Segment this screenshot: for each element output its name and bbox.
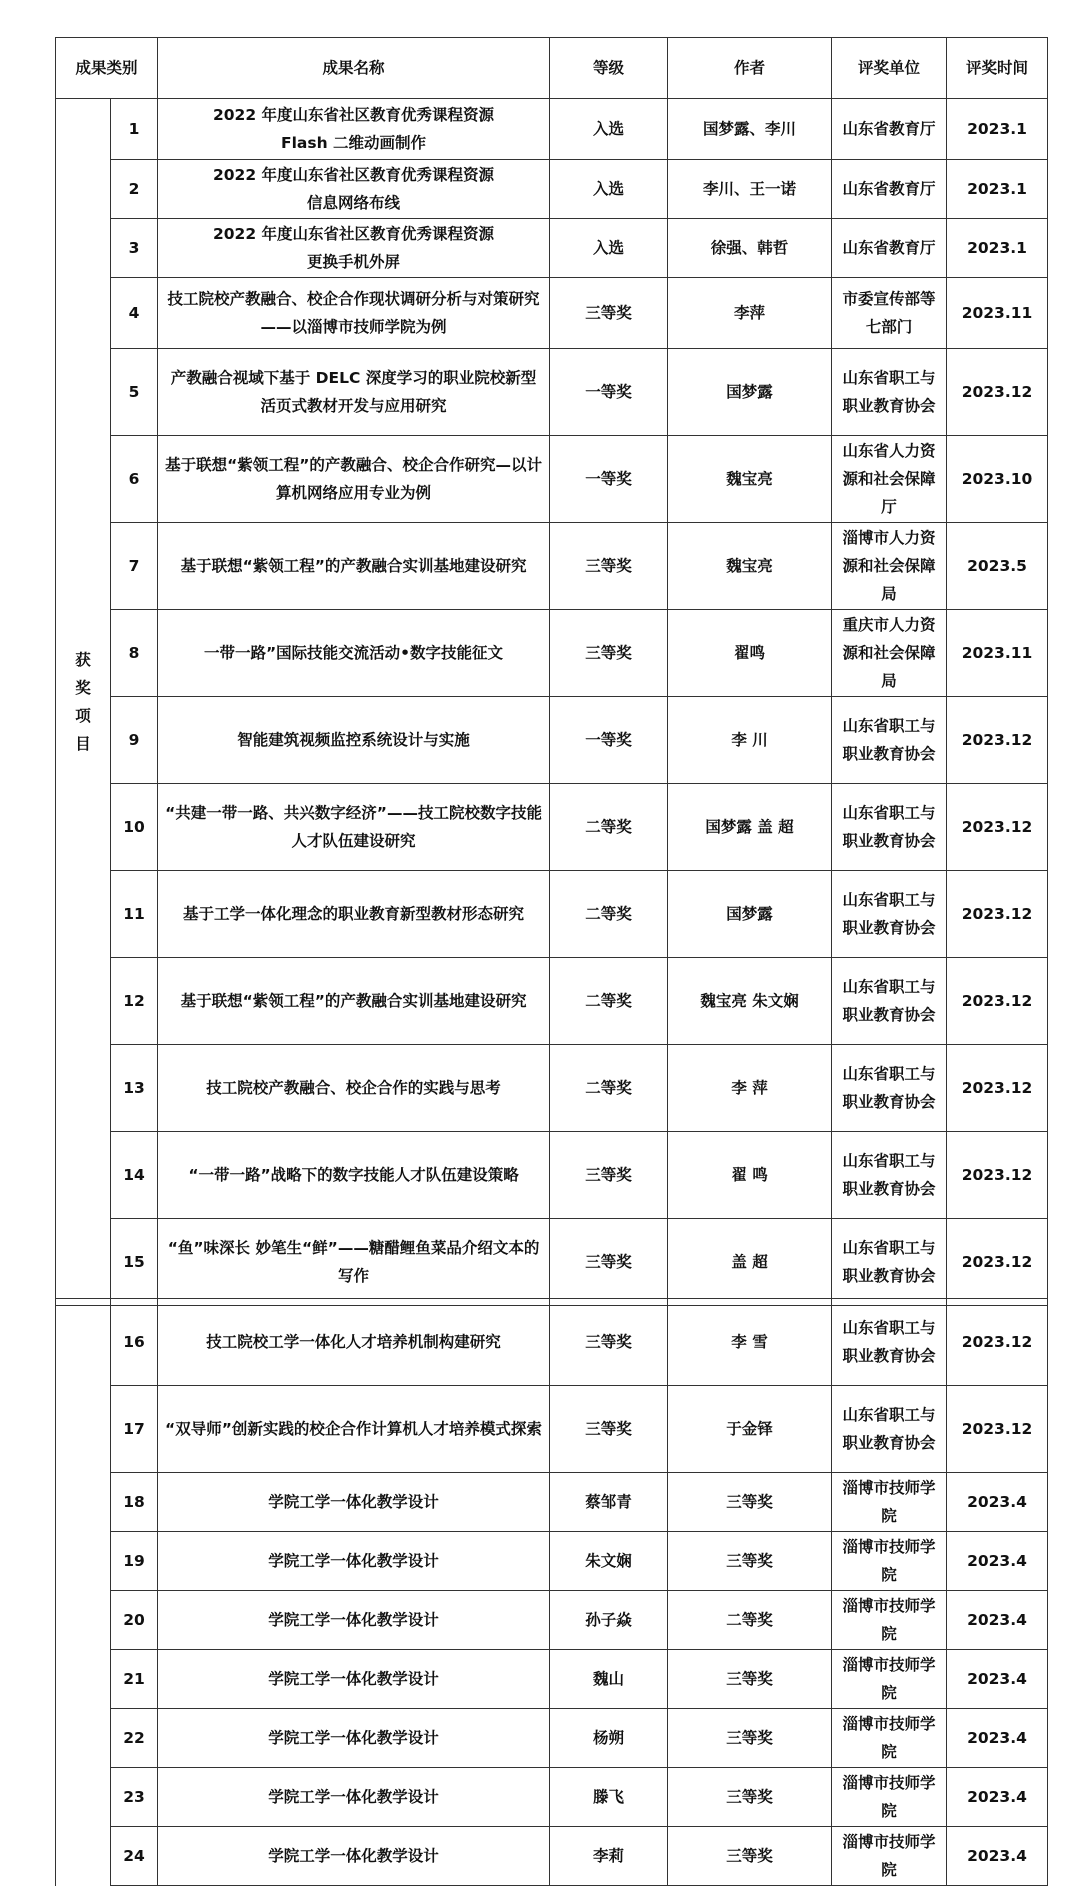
achievement-name: 学院工学一体化教学设计: [158, 1532, 550, 1591]
author: 三等奖: [668, 1827, 832, 1886]
table-row: [56, 278, 1048, 349]
award-time: 2023.1: [947, 160, 1048, 219]
header-name: 成果名称: [158, 38, 550, 99]
author: 盖 超: [668, 1219, 832, 1306]
table-row: [56, 1827, 1048, 1886]
table-row: [56, 1386, 1048, 1473]
author: 李萍: [668, 278, 832, 349]
award-level: 三等奖: [550, 523, 668, 610]
table-row: [56, 610, 1048, 697]
award-time: 2023.4: [947, 1827, 1048, 1886]
achievement-name: 技工院校产教融合、校企合作的实践与思考: [158, 1045, 550, 1132]
award-time: 2023.10: [947, 436, 1048, 523]
award-level: 三等奖: [550, 1386, 668, 1473]
table-row: [56, 219, 1048, 278]
row-number: 12: [111, 958, 158, 1045]
award-level: 一等奖: [550, 697, 668, 784]
achievement-name: 2022 年度山东省社区教育优秀课程资源 Flash 二维动画制作: [158, 99, 550, 160]
achievement-name: 基于联想“紫领工程”的产教融合实训基地建设研究: [158, 958, 550, 1045]
table-row: [56, 1219, 1048, 1306]
author: 国梦露、李川: [668, 99, 832, 160]
award-unit: 山东省职工与职业教育协会: [832, 349, 947, 436]
achievement-name: 学院工学一体化教学设计: [158, 1709, 550, 1768]
award-unit: 山东省教育厅: [832, 219, 947, 278]
award-unit: 淄博市技师学院: [832, 1768, 947, 1827]
row-number: 17: [111, 1386, 158, 1473]
achievement-name: “鱼”味深长 妙笔生“鲜”——糖醋鲤鱼菜品介绍文本的写作: [158, 1219, 550, 1306]
row-number: 16: [111, 1299, 158, 1386]
award-unit: 山东省职工与职业教育协会: [832, 1045, 947, 1132]
author: 三等奖: [668, 1709, 832, 1768]
author: 李川、王一诺: [668, 160, 832, 219]
achievement-name: “一带一路”战略下的数字技能人才队伍建设策略: [158, 1132, 550, 1219]
award-unit: 山东省教育厅: [832, 160, 947, 219]
award-time: 2023.12: [947, 1132, 1048, 1219]
award-time: 2023.12: [947, 871, 1048, 958]
award-time: 2023.11: [947, 610, 1048, 697]
achievement-name: 技工院校工学一体化人才培养机制构建研究: [158, 1299, 550, 1386]
row-number: 14: [111, 1132, 158, 1219]
award-level: 魏山: [550, 1650, 668, 1709]
award-unit: 淄博市技师学院: [832, 1827, 947, 1886]
achievement-name: 产教融合视域下基于 DELC 深度学习的职业院校新型活页式教材开发与应用研究: [158, 349, 550, 436]
achievement-name: 智能建筑视频监控系统设计与实施: [158, 697, 550, 784]
achievement-name: 一带一路”国际技能交流活动•数字技能征文: [158, 610, 550, 697]
award-unit: 市委宣传部等七部门: [832, 278, 947, 349]
award-unit: 淄博市技师学院: [832, 1650, 947, 1709]
achievement-name: 学院工学一体化教学设计: [158, 1768, 550, 1827]
award-level: 三等奖: [550, 610, 668, 697]
award-unit: 山东省人力资源和社会保障厅: [832, 436, 947, 523]
author: 国梦露: [668, 871, 832, 958]
table-row: [56, 697, 1048, 784]
table-row: [56, 523, 1048, 610]
award-level: 二等奖: [550, 784, 668, 871]
row-number: 24: [111, 1827, 158, 1886]
table-row: [56, 99, 1048, 160]
table-row: [56, 1532, 1048, 1591]
award-level: 蔡邹青: [550, 1473, 668, 1532]
author: 魏宝亮: [668, 436, 832, 523]
row-number: 5: [111, 349, 158, 436]
header-unit: 评奖单位: [832, 38, 947, 99]
award-unit: 山东省职工与职业教育协会: [832, 1219, 947, 1306]
author: 李 川: [668, 697, 832, 784]
table-row: [56, 1299, 1048, 1386]
award-time: 2023.4: [947, 1591, 1048, 1650]
award-time: 2023.1: [947, 99, 1048, 160]
row-number: 20: [111, 1591, 158, 1650]
award-level: 入选: [550, 219, 668, 278]
award-time: 2023.12: [947, 1299, 1048, 1386]
award-time: 2023.12: [947, 697, 1048, 784]
row-number: 7: [111, 523, 158, 610]
award-time: 2023.1: [947, 219, 1048, 278]
award-unit: 重庆市人力资源和社会保障局: [832, 610, 947, 697]
award-time: 2023.12: [947, 784, 1048, 871]
achievement-name: “双导师”创新实践的校企合作计算机人才培养模式探索: [158, 1386, 550, 1473]
table-row: [56, 349, 1048, 436]
author: 翟鸣: [668, 610, 832, 697]
table-row: [56, 436, 1048, 523]
award-level: 一等奖: [550, 349, 668, 436]
author: 三等奖: [668, 1473, 832, 1532]
table-row: [56, 958, 1048, 1045]
author: 魏宝亮 朱文娴: [668, 958, 832, 1045]
author: 国梦露: [668, 349, 832, 436]
award-unit: 山东省职工与职业教育协会: [832, 871, 947, 958]
award-unit: 山东省职工与职业教育协会: [832, 1386, 947, 1473]
author: 于金铎: [668, 1386, 832, 1473]
award-time: 2023.4: [947, 1650, 1048, 1709]
table-row: [56, 784, 1048, 871]
row-number: 22: [111, 1709, 158, 1768]
award-time: 2023.4: [947, 1473, 1048, 1532]
award-level: 二等奖: [550, 1045, 668, 1132]
awards-table-part-1: [55, 37, 1048, 1306]
achievement-name: 基于联想“紫领工程”的产教融合、校企合作研究—以计算机网络应用专业为例: [158, 436, 550, 523]
author: 国梦露 盖 超: [668, 784, 832, 871]
author: 李 雪: [668, 1299, 832, 1386]
award-level: 滕飞: [550, 1768, 668, 1827]
table-row: [56, 1768, 1048, 1827]
award-unit: 山东省职工与职业教育协会: [832, 1132, 947, 1219]
award-time: 2023.4: [947, 1709, 1048, 1768]
award-unit: 山东省职工与职业教育协会: [832, 1299, 947, 1386]
achievement-name: 学院工学一体化教学设计: [158, 1827, 550, 1886]
award-level: 三等奖: [550, 1132, 668, 1219]
author: 二等奖: [668, 1591, 832, 1650]
row-number: 19: [111, 1532, 158, 1591]
row-number: 15: [111, 1219, 158, 1306]
award-time: 2023.12: [947, 349, 1048, 436]
author: 三等奖: [668, 1768, 832, 1827]
row-number: 3: [111, 219, 158, 278]
header-author: 作者: [668, 38, 832, 99]
award-time: 2023.4: [947, 1532, 1048, 1591]
author: 三等奖: [668, 1532, 832, 1591]
award-level: 入选: [550, 99, 668, 160]
achievement-name: 基于联想“紫领工程”的产教融合实训基地建设研究: [158, 523, 550, 610]
award-level: 孙子焱: [550, 1591, 668, 1650]
table-row: [56, 1650, 1048, 1709]
table-row: [56, 1473, 1048, 1532]
award-unit: 山东省教育厅: [832, 99, 947, 160]
table-row: [56, 160, 1048, 219]
award-unit: 山东省职工与职业教育协会: [832, 958, 947, 1045]
row-number: 8: [111, 610, 158, 697]
award-time: 2023.12: [947, 1386, 1048, 1473]
table-row: [56, 1591, 1048, 1650]
award-level: 三等奖: [550, 278, 668, 349]
award-unit: 淄博市人力资源和社会保障局: [832, 523, 947, 610]
author: 三等奖: [668, 1650, 832, 1709]
row-number: 10: [111, 784, 158, 871]
table-row: [56, 871, 1048, 958]
author: 魏宝亮: [668, 523, 832, 610]
award-time: 2023.12: [947, 958, 1048, 1045]
award-unit: 淄博市技师学院: [832, 1532, 947, 1591]
achievement-name: 基于工学一体化理念的职业教育新型教材形态研究: [158, 871, 550, 958]
award-unit: 山东省职工与职业教育协会: [832, 784, 947, 871]
row-number: 21: [111, 1650, 158, 1709]
row-number: 2: [111, 160, 158, 219]
row-number: 18: [111, 1473, 158, 1532]
achievement-name: “共建一带一路、共兴数字经济”——技工院校数字技能人才队伍建设研究: [158, 784, 550, 871]
header-row: [56, 38, 1048, 99]
row-number: 13: [111, 1045, 158, 1132]
table-row: [56, 1132, 1048, 1219]
achievement-name: 学院工学一体化教学设计: [158, 1591, 550, 1650]
awards-table-part-2: [55, 1298, 1048, 1886]
row-number: 9: [111, 697, 158, 784]
award-unit: 淄博市技师学院: [832, 1591, 947, 1650]
author: 徐强、韩哲: [668, 219, 832, 278]
award-time: 2023.12: [947, 1045, 1048, 1132]
table-row: [56, 1709, 1048, 1768]
row-number: 4: [111, 278, 158, 349]
achievement-name: 学院工学一体化教学设计: [158, 1650, 550, 1709]
award-level: 朱文娴: [550, 1532, 668, 1591]
author: 李 萍: [668, 1045, 832, 1132]
category-cell: 获奖项目: [56, 99, 111, 1306]
author: 翟 鸣: [668, 1132, 832, 1219]
achievement-name: 2022 年度山东省社区教育优秀课程资源 信息网络布线: [158, 160, 550, 219]
award-level: 三等奖: [550, 1219, 668, 1306]
award-level: 二等奖: [550, 958, 668, 1045]
award-time: 2023.11: [947, 278, 1048, 349]
category-cell-continued: [56, 1299, 111, 1886]
award-level: 杨朔: [550, 1709, 668, 1768]
header-category: 成果类别: [56, 38, 158, 99]
achievement-name: 技工院校产教融合、校企合作现状调研分析与对策研究——以淄博市技师学院为例: [158, 278, 550, 349]
achievement-name: 学院工学一体化教学设计: [158, 1473, 550, 1532]
award-time: 2023.5: [947, 523, 1048, 610]
header-level: 等级: [550, 38, 668, 99]
header-time: 评奖时间: [947, 38, 1048, 99]
award-unit: 淄博市技师学院: [832, 1709, 947, 1768]
award-time: 2023.4: [947, 1768, 1048, 1827]
award-level: 李莉: [550, 1827, 668, 1886]
row-number: 1: [111, 99, 158, 160]
row-number: 23: [111, 1768, 158, 1827]
award-level: 二等奖: [550, 871, 668, 958]
award-level: 三等奖: [550, 1299, 668, 1386]
award-unit: 山东省职工与职业教育协会: [832, 697, 947, 784]
award-unit: 淄博市技师学院: [832, 1473, 947, 1532]
award-level: 入选: [550, 160, 668, 219]
row-number: 6: [111, 436, 158, 523]
achievement-name: 2022 年度山东省社区教育优秀课程资源 更换手机外屏: [158, 219, 550, 278]
table-row: [56, 1045, 1048, 1132]
award-level: 一等奖: [550, 436, 668, 523]
award-time: 2023.12: [947, 1219, 1048, 1306]
row-number: 11: [111, 871, 158, 958]
